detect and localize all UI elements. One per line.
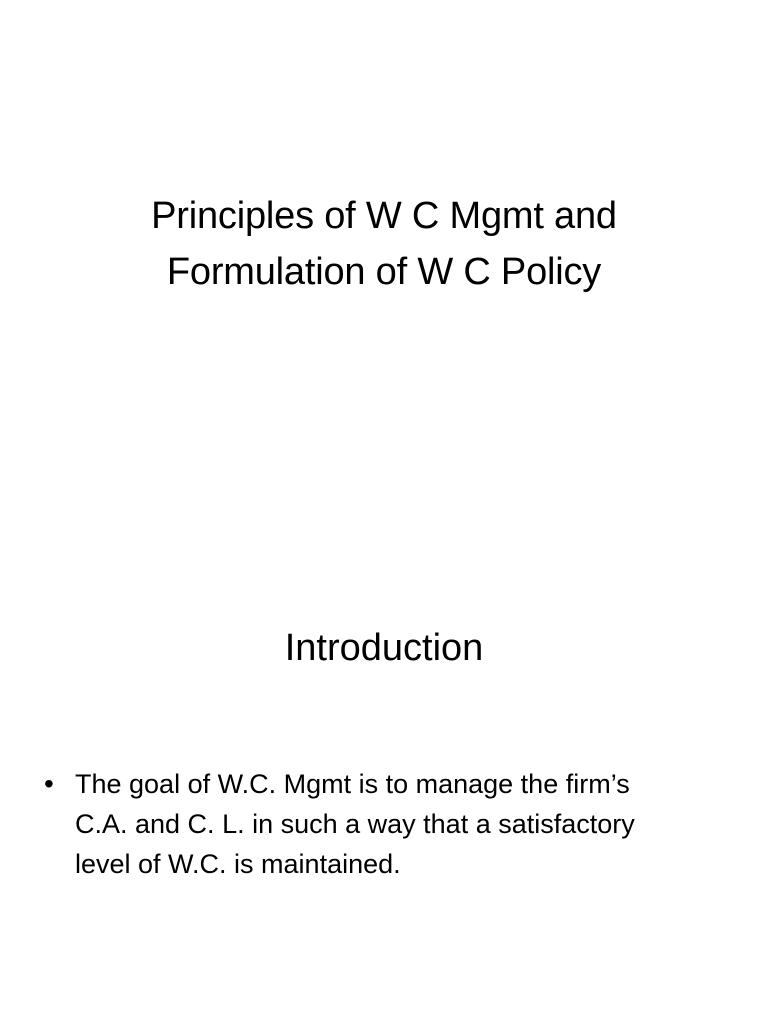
bullet-text-line: level of W.C. is maintained.	[75, 849, 401, 879]
bullet-text-line: C.A. and C. L. in such a way that a satisfactory	[75, 809, 635, 839]
bullet-icon: •	[44, 768, 54, 799]
slide-heading: Introduction	[284, 627, 484, 669]
bullet-item	[44, 764, 734, 884]
slide-title-line: Formulation of W C Policy	[166, 251, 602, 293]
slide-title	[40, 188, 728, 300]
bullet-text-line: The goal of W.C. Mgmt is to manage the firm’s	[75, 769, 630, 799]
content-slide	[0, 512, 768, 1024]
bullet-list	[44, 764, 734, 884]
slide-title-line: Principles of W C Mgmt and	[151, 195, 617, 237]
